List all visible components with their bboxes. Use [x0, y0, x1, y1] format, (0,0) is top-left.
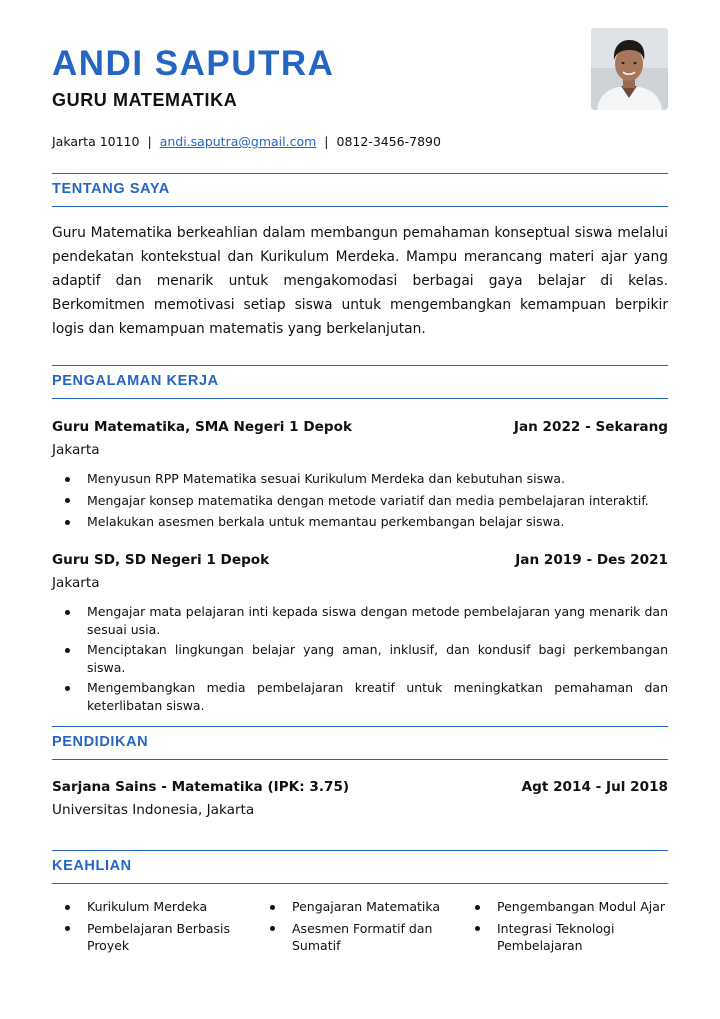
skill-item: Pembelajaran Berbasis Proyek [52, 920, 257, 955]
skill-item: Asesmen Formatif dan Sumatif [257, 920, 462, 955]
candidate-role: GURU MATEMATIKA [52, 90, 238, 110]
job-date: Jan 2022 - Sekarang [513, 419, 668, 435]
job-duty: Mengembangkan media pembelajaran kreatif untuk meningkatkan pemahaman dan keterlibatan siswa. [52, 679, 668, 714]
section-title-about: TENTANG SAYA [52, 181, 170, 197]
job-location: Jakarta [52, 442, 100, 458]
resume-page [52, 0, 668, 1019]
section-header-about [52, 173, 668, 207]
contact-location: Jakarta 10110 [52, 134, 140, 149]
education-date: Agt 2014 - Jul 2018 [521, 779, 668, 795]
skill-item: Integrasi Teknologi Pembelajaran [462, 920, 668, 955]
job-duty: Mengajar mata pelajaran inti kepada siswa dengan metode pembelajaran yang menarik dan sesuai usia. [52, 603, 668, 638]
contact-line [52, 133, 441, 151]
education-school: Universitas Indonesia, Jakarta [52, 802, 255, 818]
profile-photo-image [591, 28, 668, 110]
job-title: Guru SD, SD Negeri 1 Depok [52, 552, 270, 568]
skill-item: Kurikulum Merdeka [52, 898, 257, 916]
contact-separator: | [147, 134, 152, 149]
job-location: Jakarta [52, 575, 100, 591]
job-duty: Menciptakan lingkungan belajar yang aman, inklusif, dan kondusif bagi perkembangan siswa. [52, 641, 668, 676]
skills-list [52, 898, 668, 955]
profile-photo [591, 28, 668, 110]
section-header-experience [52, 365, 668, 399]
section-header-skills [52, 850, 668, 884]
job-date: Jan 2019 - Des 2021 [515, 552, 668, 568]
section-title-experience: PENGALAMAN KERJA [52, 373, 219, 389]
email-link[interactable]: andi.saputra@gmail.com [159, 134, 317, 149]
job-duties-list [52, 470, 668, 531]
section-title-education: PENDIDIKAN [52, 734, 149, 750]
contact-phone: 0812-3456-7890 [336, 134, 441, 149]
contact-separator: | [324, 134, 329, 149]
candidate-name: ANDI SAPUTRA [52, 44, 335, 83]
section-header-education [52, 726, 668, 760]
about-summary: Guru Matematika berkeahlian dalam membangun pemahaman konseptual siswa melalui pendekatan kontekstual dan Kurikulum Merdeka. Mampu merancang materi ajar yang adaptif dan menarik untuk mengakomodasi berbagai gaya belajar di kelas. Berkomitmen memotivasi setiap siswa untuk mengembangkan kemampuan berpikir logis dan kemampuan matematis yang berkelanjutan. [52, 225, 668, 338]
job-title: Guru Matematika, SMA Negeri 1 Depok [52, 419, 352, 435]
skill-item: Pengajaran Matematika [257, 898, 462, 916]
education-degree: Sarjana Sains - Matematika (IPK: 3.75) [52, 779, 350, 795]
job-duty: Menyusun RPP Matematika sesuai Kurikulum Merdeka dan kebutuhan siswa. [52, 470, 668, 488]
job-duty: Mengajar konsep matematika dengan metode variatif dan media pembelajaran interaktif. [52, 492, 668, 510]
section-title-skills: KEAHLIAN [52, 858, 132, 874]
skill-item: Pengembangan Modul Ajar [462, 898, 668, 916]
job-duty: Melakukan asesmen berkala untuk memantau perkembangan belajar siswa. [52, 513, 668, 531]
job-duties-list [52, 603, 668, 714]
